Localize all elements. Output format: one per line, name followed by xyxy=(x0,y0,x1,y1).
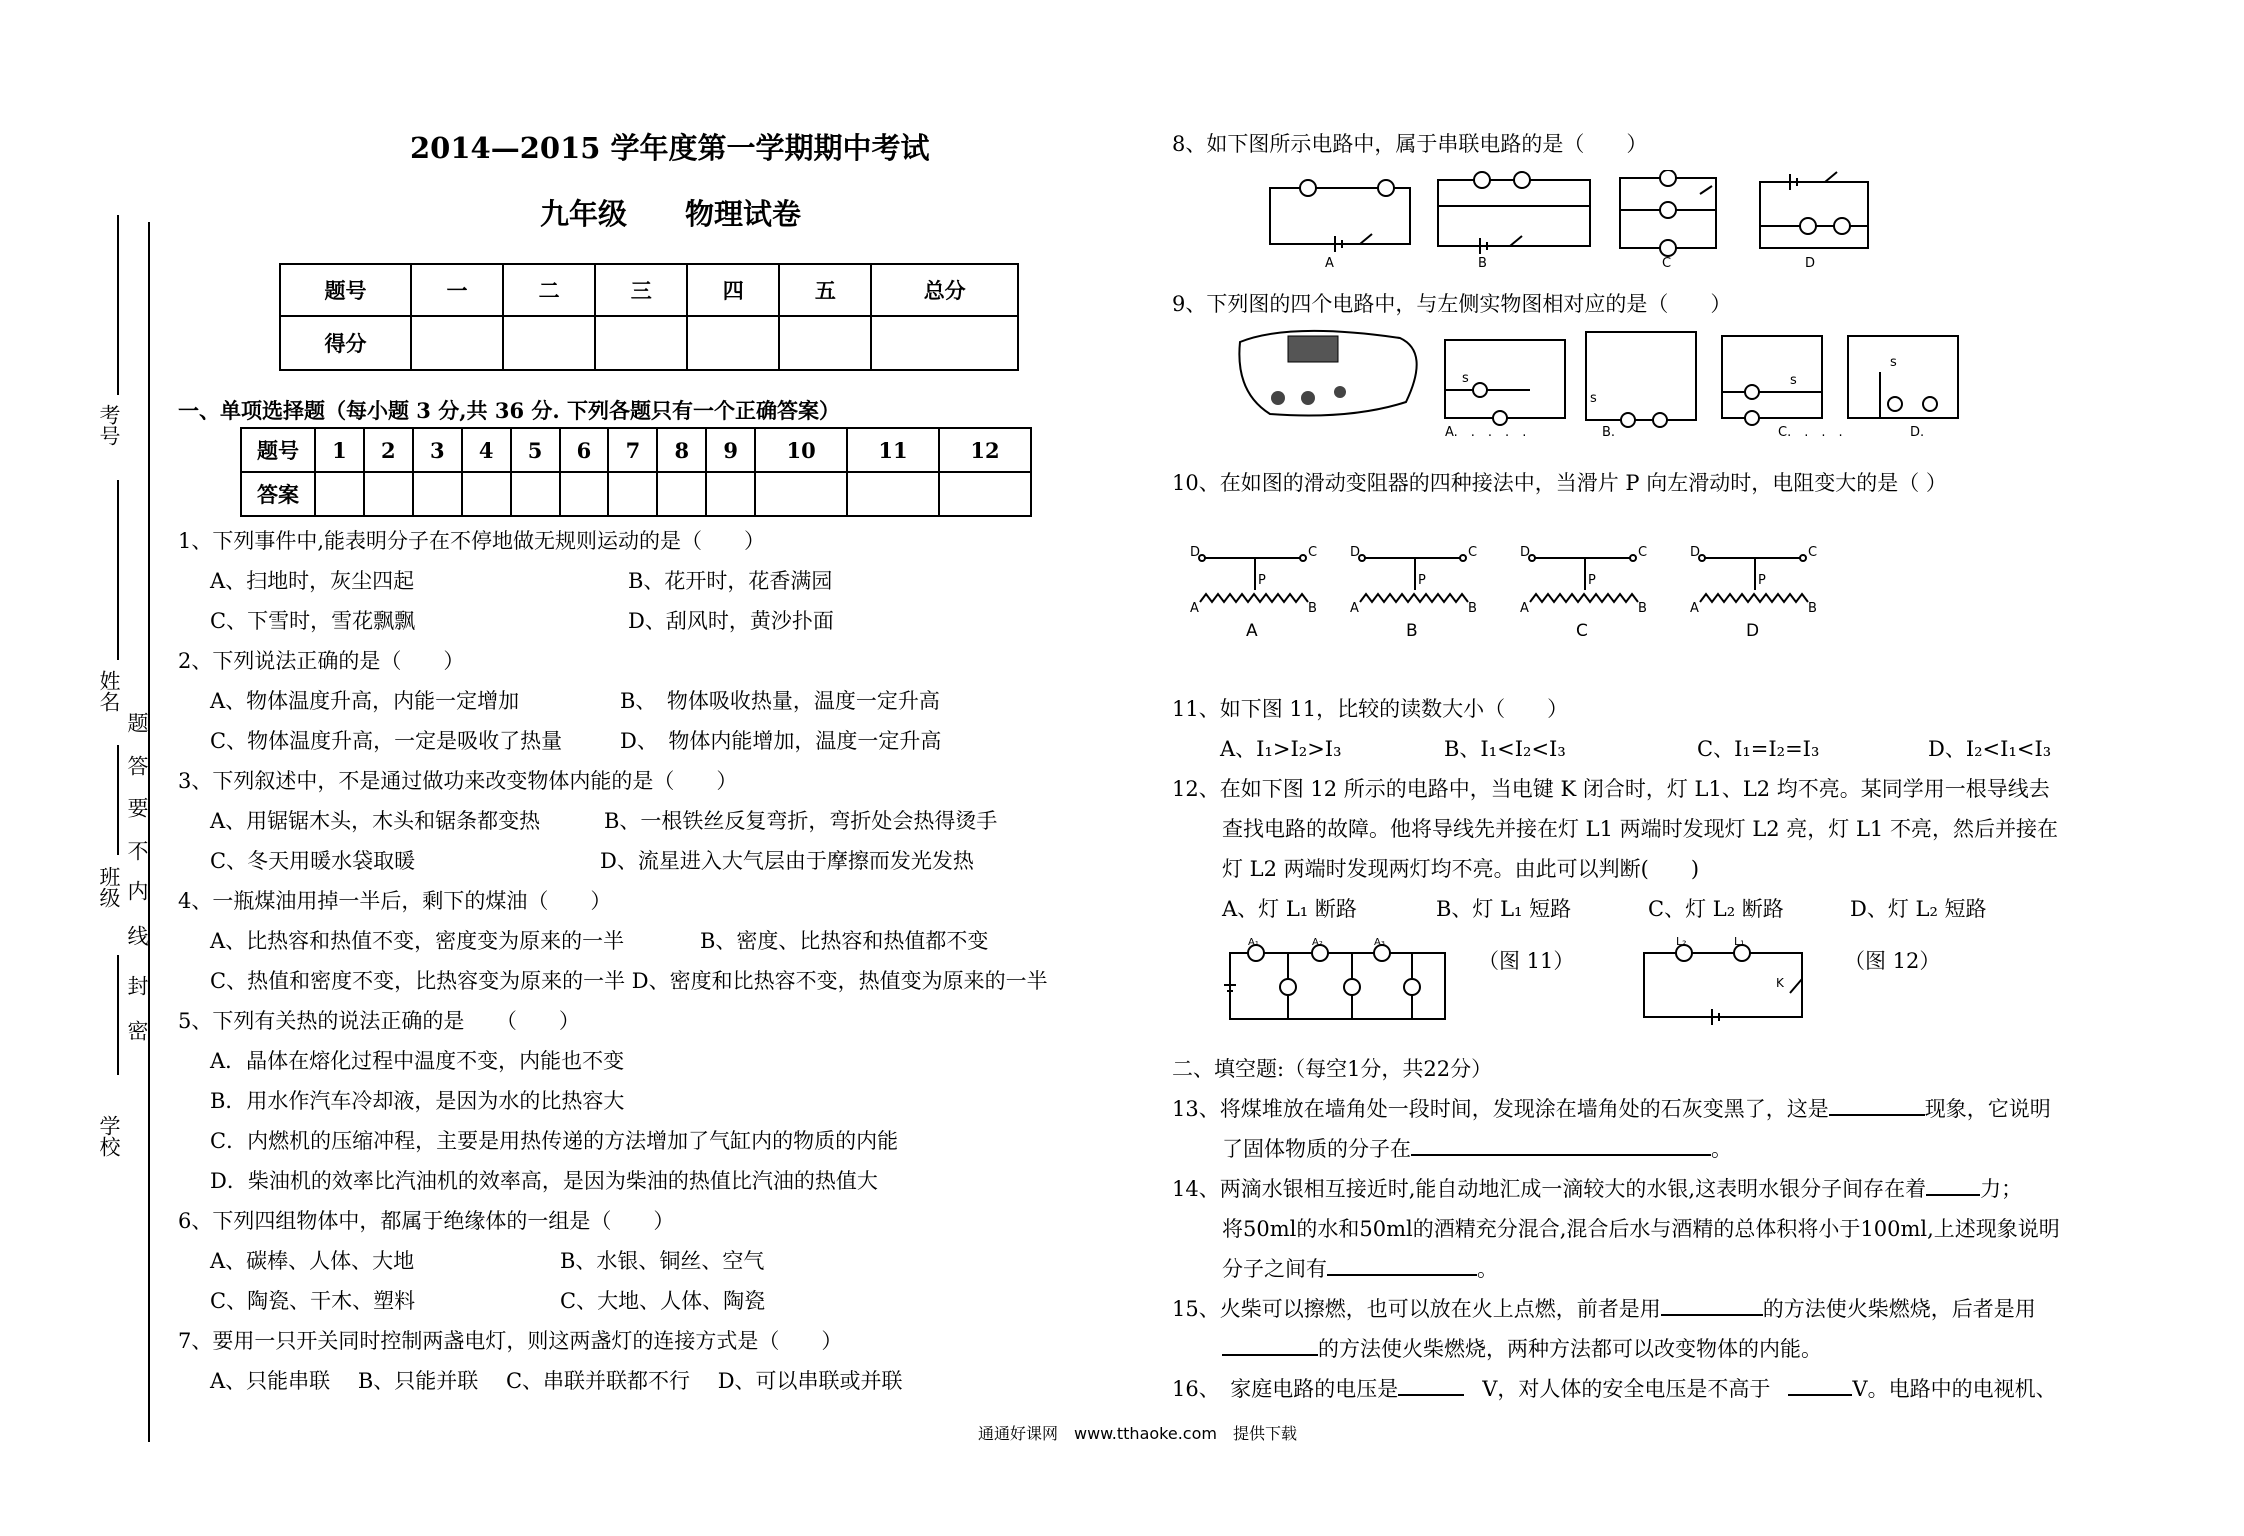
answer-input-cell[interactable] xyxy=(657,472,706,516)
circuit-letter: B xyxy=(1478,256,1487,270)
option: B、花开时，花香满园 xyxy=(628,569,833,593)
question-text: 了固体物质的分子在 xyxy=(1222,1137,1411,1161)
option: D、灯 L₂ 短路 xyxy=(1850,897,1987,921)
question-text: 。 xyxy=(1711,1137,1732,1161)
terminal-label: D xyxy=(1520,545,1531,560)
question-text: V，对人体的安全电压是不高于 xyxy=(1482,1377,1771,1401)
option: D．柴油机的效率比汽油机的效率高，是因为柴油的热值比汽油的热值大 xyxy=(210,1169,878,1193)
rheostat-d xyxy=(1690,545,1817,641)
rheostat-letter: C xyxy=(1576,621,1588,641)
terminal-label: C xyxy=(1468,545,1478,560)
question-8: 8、如下图所示电路中，属于串联电路的是（ ） xyxy=(1172,132,1648,156)
answer-input-cell[interactable] xyxy=(413,472,462,516)
rheostat-letter: A xyxy=(1246,621,1258,641)
answer-input-cell[interactable] xyxy=(315,472,364,516)
answer-input-cell[interactable] xyxy=(462,472,511,516)
q9-circuit-c xyxy=(1722,336,1843,440)
rheostat-b xyxy=(1350,545,1477,641)
score-input-cell[interactable] xyxy=(871,316,1018,370)
option: A、扫地时，灰尘四起 xyxy=(210,569,415,593)
score-input-cell[interactable] xyxy=(595,316,687,370)
field-line xyxy=(117,215,119,395)
circuit-letter: A xyxy=(1325,256,1334,270)
answer-table-cell: 9 xyxy=(706,428,755,472)
question-text: 的方法使火柴燃烧，两种方法都可以改变物体的内能。 xyxy=(1318,1337,1822,1361)
seal-char: 要 xyxy=(125,797,149,818)
slider-label: P xyxy=(1758,573,1766,588)
figure-11-label: （图 11） xyxy=(1478,949,1575,973)
terminal-label: D xyxy=(1350,545,1361,560)
option: B、密度、比热容和热值都不变 xyxy=(700,929,989,953)
question-4: 4、一瓶煤油用掉一半后，剩下的煤油（ ） xyxy=(178,889,612,913)
question-9: 9、下列图的四个电路中，与左侧实物图相对应的是（ ） xyxy=(1172,292,1732,316)
answer-input-cell[interactable] xyxy=(608,472,657,516)
question-text: 分子之间有 xyxy=(1222,1257,1327,1281)
score-table xyxy=(279,263,1019,371)
seal-char: 不 xyxy=(125,840,149,861)
question-12-line: 灯 L2 两端时发现两灯均不亮。由此可以判断( ) xyxy=(1222,857,1700,881)
question-text: 。 xyxy=(1477,1257,1498,1281)
q9-diagrams xyxy=(1230,322,1980,440)
q9-circuit-b xyxy=(1586,332,1696,440)
answer-table-cell: 2 xyxy=(364,428,413,472)
seal-char: 密 xyxy=(125,1020,149,1041)
q9-letter: B. xyxy=(1602,425,1616,440)
fill-blank[interactable] xyxy=(1398,1394,1464,1396)
field-line xyxy=(117,745,119,855)
option: A、I₁>I₂>I₃ xyxy=(1220,737,1342,761)
terminal-label: B xyxy=(1808,601,1817,616)
switch-label: s xyxy=(1890,355,1897,370)
option: A、用锯锯木头，木头和锯条都变热 xyxy=(210,809,541,833)
option: A、碳棒、人体、大地 xyxy=(210,1249,415,1273)
option: C、冬天用暖水袋取暖 xyxy=(210,849,416,873)
fig11-circuit xyxy=(1220,935,1460,1025)
seal-char: 线 xyxy=(125,925,149,946)
seal-char: 内 xyxy=(125,880,149,901)
option: C、大地、人体、陶瓷 xyxy=(560,1289,766,1313)
option: A、只能串联 B、只能并联 C、串联并联都不行 D、可以串联或并联 xyxy=(210,1369,903,1393)
question-text: 的方法使火柴燃烧，后者是用 xyxy=(1762,1297,2036,1321)
score-input-cell[interactable] xyxy=(687,316,779,370)
question-13 xyxy=(1172,1095,2051,1123)
answer-table-cell: 6 xyxy=(560,428,609,472)
question-16 xyxy=(1172,1375,2057,1403)
fill-blank[interactable] xyxy=(1661,1314,1763,1316)
answer-input-cell[interactable] xyxy=(755,472,847,516)
option: D、 物体内能增加，温度一定升高 xyxy=(620,729,942,753)
answer-table-cell: 12 xyxy=(939,428,1031,472)
slider-label: P xyxy=(1418,573,1426,588)
section-heading: 二、填空题:（每空1分，共22分） xyxy=(1172,1057,1493,1081)
terminal-label: C xyxy=(1808,545,1818,560)
lamp-label: L₁ xyxy=(1734,935,1745,948)
figure-12-label: （图 12） xyxy=(1844,949,1941,973)
score-table-cell: 一 xyxy=(411,264,503,316)
section-heading: 一、单项选择题（每小题 3 分,共 36 分. 下列各题只有一个正确答案） xyxy=(178,398,841,423)
slider-label: P xyxy=(1588,573,1596,588)
q8-circuit-b xyxy=(1438,172,1590,270)
ammeter-label: A₃ xyxy=(1374,937,1385,948)
class-label: 班级 xyxy=(97,866,121,908)
question-13-cont xyxy=(1222,1135,1732,1163)
option: C、物体温度升高，一定是吸收了热量 xyxy=(210,729,563,753)
option: C．内燃机的压缩冲程，主要是用热传递的方法增加了气缸内的物质的内能 xyxy=(210,1129,899,1153)
terminal-label: B xyxy=(1638,601,1647,616)
option: B、水银、铜丝、空气 xyxy=(560,1249,765,1273)
rheostat-letter: B xyxy=(1406,621,1418,641)
answer-input-cell[interactable] xyxy=(847,472,939,516)
q9-letter: D. xyxy=(1910,425,1925,440)
ammeter-label: A₁ xyxy=(1248,937,1259,948)
q9-letter: A. . . . . xyxy=(1445,425,1527,440)
option: D、I₂<I₁<I₃ xyxy=(1928,737,2052,761)
option: A、比热容和热值不变，密度变为原来的一半 xyxy=(210,929,625,953)
question-15-cont xyxy=(1222,1335,1822,1363)
answer-input-cell[interactable] xyxy=(939,472,1031,516)
terminal-label: A xyxy=(1690,601,1699,616)
terminal-label: A xyxy=(1190,601,1199,616)
page-subtitle: 九年级 物理试卷 xyxy=(540,197,802,231)
fill-blank[interactable] xyxy=(1926,1194,1980,1196)
question-text: 13、将煤堆放在墙角处一段时间，发现涂在墙角处的石灰变黑了，这是 xyxy=(1172,1097,1829,1121)
field-line xyxy=(117,955,119,1075)
question-12-line: 12、在如下图 12 所示的电路中，当电键 K 闭合时，灯 L1、L2 均不亮。某同学用一根导线去 xyxy=(1172,777,2050,801)
question-text: 16、 家庭电路的电压是 xyxy=(1172,1377,1399,1401)
score-input-cell[interactable] xyxy=(503,316,595,370)
name-label: 姓名 xyxy=(97,670,121,712)
answer-table xyxy=(240,427,1032,517)
switch-label: s xyxy=(1790,373,1797,388)
answer-input-cell[interactable] xyxy=(560,472,609,516)
switch-label: s xyxy=(1462,371,1469,386)
fill-blank[interactable] xyxy=(1788,1394,1852,1396)
terminal-label: B xyxy=(1308,601,1317,616)
answer-table-cell: 5 xyxy=(511,428,560,472)
question-14 xyxy=(1172,1175,2022,1203)
answer-table-cell: 8 xyxy=(657,428,706,472)
option: B、 物体吸收热量，温度一定升高 xyxy=(620,689,940,713)
seal-char: 答 xyxy=(125,755,149,776)
terminal-label: D xyxy=(1690,545,1701,560)
q9-physical-circuit-photo xyxy=(1239,331,1416,416)
score-table-cell: 五 xyxy=(779,264,871,316)
question-3: 3、下列叙述中，不是通过做功来改变物体内能的是（ ） xyxy=(178,769,738,793)
answer-table-cell: 答案 xyxy=(241,472,315,516)
score-table-cell: 得分 xyxy=(280,316,411,370)
exam-number-label: 考号 xyxy=(97,404,121,446)
rheostat-letter: D xyxy=(1746,621,1760,641)
answer-table-cell: 11 xyxy=(847,428,939,472)
terminal-label: C xyxy=(1638,545,1648,560)
question-text: 力； xyxy=(1980,1177,2023,1201)
q8-circuit-c xyxy=(1620,170,1716,270)
fill-blank[interactable] xyxy=(1222,1354,1318,1356)
terminal-label: D xyxy=(1190,545,1201,560)
terminal-label: A xyxy=(1350,601,1359,616)
option: B、灯 L₁ 短路 xyxy=(1436,897,1572,921)
fill-blank[interactable] xyxy=(1327,1274,1477,1276)
question-6: 6、下列四组物体中，都属于绝缘体的一组是（ ） xyxy=(178,1209,675,1233)
q9-circuit-d xyxy=(1848,336,1958,440)
q9-letter: C. . . . xyxy=(1778,425,1843,440)
field-line xyxy=(117,480,119,660)
question-10: 10、在如图的滑动变阻器的四种接法中，当滑片 P 向左滑动时，电阻变大的是（ ） xyxy=(1172,471,1947,495)
question-15 xyxy=(1172,1295,2036,1323)
answer-table-cell: 10 xyxy=(755,428,847,472)
q8-circuit-d xyxy=(1760,172,1868,270)
answer-table-cell: 3 xyxy=(413,428,462,472)
option: C、陶瓷、干木、塑料 xyxy=(210,1289,416,1313)
score-table-cell: 二 xyxy=(503,264,595,316)
option: C、热值和密度不变，比热容变为原来的一半 D、密度和比热容不变，热值变为原来的一半 xyxy=(210,969,1048,993)
fill-blank[interactable] xyxy=(1829,1114,1925,1116)
terminal-label: A xyxy=(1520,601,1529,616)
option: B、I₁<I₂<I₃ xyxy=(1444,737,1566,761)
question-text: 14、两滴水银相互接近时,能自动地汇成一滴较大的水银,这表明水银分子间存在着 xyxy=(1172,1177,1927,1201)
answer-input-cell[interactable] xyxy=(511,472,560,516)
question-text: 15、火柴可以擦燃，也可以放在火上点燃，前者是用 xyxy=(1172,1297,1661,1321)
answer-table-cell: 题号 xyxy=(241,428,315,472)
fill-blank[interactable] xyxy=(1411,1154,1711,1156)
option: A．晶体在熔化过程中温度不变，内能也不变 xyxy=(210,1049,625,1073)
score-table-cell: 题号 xyxy=(280,264,411,316)
question-5: 5、下列有关热的说法正确的是 （ ） xyxy=(178,1009,580,1033)
option: C、I₁=I₂=I₃ xyxy=(1697,737,1820,761)
terminal-label: C xyxy=(1308,545,1318,560)
q8-circuit-diagrams xyxy=(1260,170,1880,270)
option: D、刮风时，黄沙扑面 xyxy=(628,609,834,633)
score-input-cell[interactable] xyxy=(779,316,871,370)
option: D、流星进入大气层由于摩擦而发光发热 xyxy=(600,849,974,873)
option: B、一根铁丝反复弯折，弯折处会热得烫手 xyxy=(604,809,998,833)
score-input-cell[interactable] xyxy=(411,316,503,370)
rheostat-a xyxy=(1190,545,1317,641)
ammeter-label: A₂ xyxy=(1312,937,1323,948)
option: A、灯 L₁ 断路 xyxy=(1222,897,1357,921)
circuit-letter: D xyxy=(1805,256,1816,270)
option: C、下雪时，雪花飘飘 xyxy=(210,609,416,633)
option: B．用水作汽车冷却液，是因为水的比热容大 xyxy=(210,1089,625,1113)
q8-circuit-a xyxy=(1270,180,1410,270)
score-table-cell: 总分 xyxy=(871,264,1018,316)
answer-table-cell: 1 xyxy=(315,428,364,472)
lamp-label: L₂ xyxy=(1676,935,1687,948)
school-label: 学校 xyxy=(97,1115,121,1157)
circuit-letter: C xyxy=(1662,256,1672,270)
question-12-line: 查找电路的故障。他将导线先并接在灯 L1 两端时发现灯 L2 亮，灯 L1 不亮，然后并接在 xyxy=(1222,817,2058,841)
score-table-cell: 四 xyxy=(687,264,779,316)
q10-rheostat-diagrams xyxy=(1190,540,1840,642)
terminal-label: B xyxy=(1468,601,1477,616)
switch-label: K xyxy=(1776,976,1784,990)
question-14-cont: 将50ml的水和50ml的酒精充分混合,混合后水与酒精的总体积将小于100ml,上述现象说明 xyxy=(1222,1217,2060,1241)
footer-text: 通通好课网 www.tthaoke.com 提供下载 xyxy=(978,1424,1297,1443)
binding-line xyxy=(148,222,150,1442)
answer-input-cell[interactable] xyxy=(706,472,755,516)
fig12-circuit xyxy=(1640,935,1820,1025)
q9-circuit-a xyxy=(1445,340,1565,440)
rheostat-c xyxy=(1520,545,1647,641)
slider-label: P xyxy=(1258,573,1266,588)
question-text: V。电路中的电视机、 xyxy=(1852,1377,2057,1401)
option: A、物体温度升高，内能一定增加 xyxy=(210,689,520,713)
page-title: 2014—2015 学年度第一学期期中考试 xyxy=(410,131,930,165)
question-11: 11、如下图 11，比较的读数大小（ ） xyxy=(1172,697,1569,721)
switch-label: s xyxy=(1590,391,1597,406)
score-table-cell: 三 xyxy=(595,264,687,316)
answer-input-cell[interactable] xyxy=(364,472,413,516)
question-1: 1、下列事件中,能表明分子在不停地做无规则运动的是（ ） xyxy=(178,529,766,553)
question-text: 现象，它说明 xyxy=(1924,1097,2051,1121)
answer-table-cell: 7 xyxy=(608,428,657,472)
question-7: 7、要用一只开关同时控制两盏电灯，则这两盏灯的连接方式是（ ） xyxy=(178,1329,843,1353)
question-2: 2、下列说法正确的是（ ） xyxy=(178,649,465,673)
answer-table-cell: 4 xyxy=(462,428,511,472)
question-14-cont xyxy=(1222,1255,1498,1283)
seal-char: 封 xyxy=(125,975,149,996)
option: C、灯 L₂ 断路 xyxy=(1648,897,1784,921)
seal-char: 题 xyxy=(125,712,149,733)
